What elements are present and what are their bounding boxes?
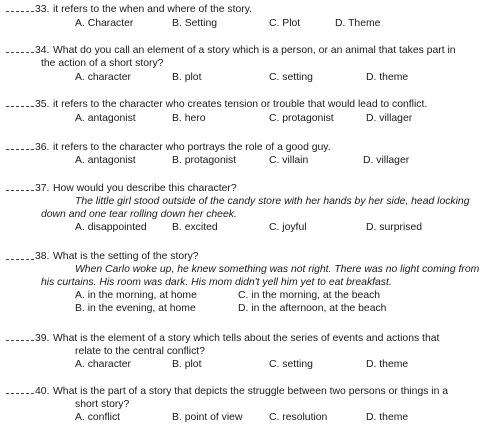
question-stem: What is the element of a story which tells about the series of events and actions that xyxy=(53,333,440,344)
question-stem-cont: short story? xyxy=(75,399,130,410)
passage-line: When Carlo woke up, he knew something was not right. There was no light coming from xyxy=(75,264,480,275)
option-c: C. setting xyxy=(269,359,313,370)
option-b: B. point of view xyxy=(172,412,243,423)
question-stem: it refers to the when and where of the story. xyxy=(53,4,253,15)
passage-line: The little girl stood outside of the candy store with her hands by her side, head locking xyxy=(75,196,470,207)
option-a: A. in the morning, at home xyxy=(75,290,197,301)
question-number: 39. xyxy=(35,333,50,344)
option-d: D. Theme xyxy=(335,18,381,29)
option-c: C. resolution xyxy=(269,412,328,423)
option-a: A. conflict xyxy=(75,412,121,423)
option-d: D. surprised xyxy=(366,222,423,233)
option-d: D. theme xyxy=(366,72,409,83)
passage-line: down and one tear rolling down her cheek. xyxy=(41,209,237,220)
answer-blank[interactable] xyxy=(6,393,34,394)
option-b: B. in the evening, at home xyxy=(75,303,196,314)
option-c: C. setting xyxy=(269,72,313,83)
option-b: B. Setting xyxy=(172,18,218,29)
question-stem: What is the part of a story that depicts the struggle between two persons or things in a xyxy=(53,386,449,397)
option-a: A. antagonist xyxy=(75,113,136,124)
answer-blank[interactable] xyxy=(6,259,34,260)
question-stem-cont: the action of a short story? xyxy=(41,58,164,69)
option-d: D. theme xyxy=(366,412,409,423)
question-stem: it refers to the character who portrays the role of a good guy. xyxy=(53,142,331,153)
answer-blank[interactable] xyxy=(6,52,34,53)
option-a: A. Character xyxy=(75,18,134,29)
option-b: B. hero xyxy=(172,113,206,124)
answer-blank[interactable] xyxy=(6,190,34,191)
question-stem: it refers to the character who creates tension or trouble that would lead to conflict. xyxy=(53,99,428,110)
question-stem: What is the setting of the story? xyxy=(53,251,199,262)
question-stem: How would you describe this character? xyxy=(53,183,237,194)
option-c: C. villain xyxy=(269,155,309,166)
answer-blank[interactable] xyxy=(6,149,34,150)
question-number: 40. xyxy=(35,386,50,397)
option-b: B. plot xyxy=(172,359,202,370)
option-d: D. villager xyxy=(363,155,410,166)
question-number: 36. xyxy=(35,142,50,153)
option-b: B. protagonist xyxy=(172,155,237,166)
question-stem-cont: relate to the central conflict? xyxy=(75,346,205,357)
option-b: B. plot xyxy=(172,72,202,83)
option-b: B. excited xyxy=(172,222,218,233)
option-a: A. character xyxy=(75,72,132,83)
option-c: C. Plot xyxy=(269,18,301,29)
question-number: 35. xyxy=(35,99,50,110)
option-a: A. character xyxy=(75,359,132,370)
option-d: D. villager xyxy=(366,113,413,124)
question-number: 33. xyxy=(35,4,50,15)
answer-blank[interactable] xyxy=(6,106,34,107)
question-number: 34. xyxy=(35,45,50,56)
question-number: 38. xyxy=(35,251,50,262)
option-d: D. theme xyxy=(366,359,409,370)
answer-blank[interactable] xyxy=(6,340,34,341)
question-stem: What do you call an element of a story which is a person, or an animal that takes part in xyxy=(53,45,456,56)
option-c: C. joyful xyxy=(269,222,307,233)
option-a: A. disappointed xyxy=(75,222,147,233)
passage-line: his curtains. His room was dark. His mom didn't yell him yet to eat breakfast. xyxy=(41,277,392,288)
option-c: C. protagonist xyxy=(269,113,334,124)
option-a: A. antagonist xyxy=(75,155,136,166)
option-c: C. in the morning, at the beach xyxy=(238,290,381,301)
answer-blank[interactable] xyxy=(6,11,34,12)
question-number: 37. xyxy=(35,183,50,194)
option-d: D. in the afternoon, at the beach xyxy=(238,303,387,314)
